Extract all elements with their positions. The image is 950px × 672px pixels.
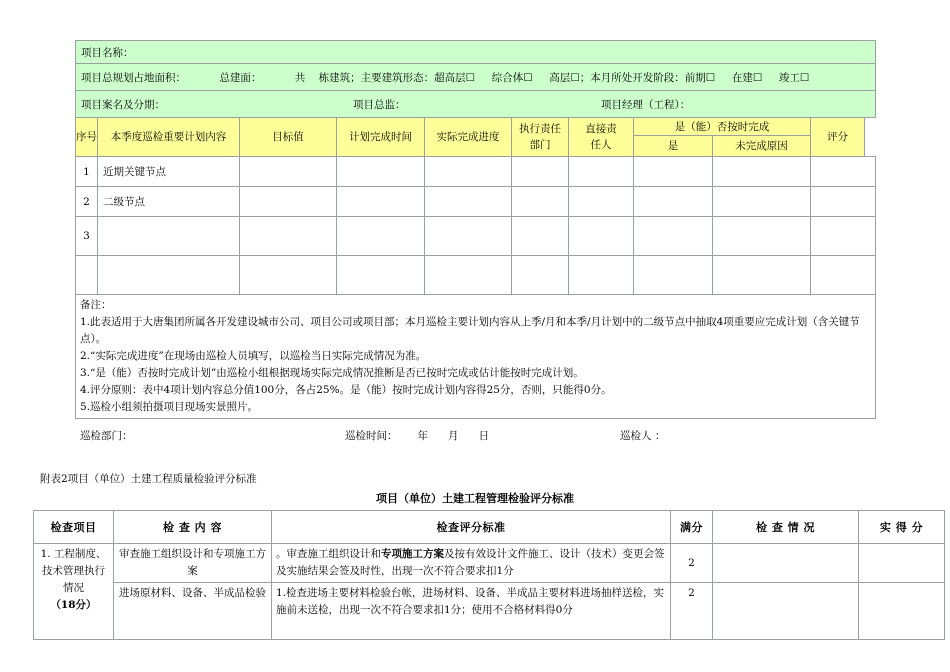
col-header-yes: 是: [634, 136, 713, 157]
check-status-cell[interactable]: [713, 583, 859, 640]
project-case-row: [76, 91, 876, 118]
inspection-plan-form: [75, 40, 875, 419]
cell-actual[interactable]: [425, 157, 512, 187]
cell-actual[interactable]: [425, 187, 512, 217]
cell-person[interactable]: [569, 157, 634, 187]
group-name: 1. 工程制度、技术管理执行情况: [40, 548, 107, 594]
cell-score[interactable]: [811, 217, 876, 256]
note-item: 4.评分原则：表中4项计划内容总分值100分，各占25%。是（能）按时完成计划内容得25分，否则，只能得0分。: [80, 384, 612, 396]
actual-score-cell[interactable]: [859, 583, 945, 640]
row-content[interactable]: [98, 217, 240, 256]
col-header-dept: 执行责任部门: [512, 118, 569, 157]
notes-block: [76, 295, 876, 419]
col-header-reason: 未完成原因: [713, 136, 811, 157]
row-seq: [76, 256, 98, 295]
table-row: [76, 256, 876, 295]
note-item: 2.“实际完成进度”在现场由巡检人员填写，以巡检当日实际完成情况为准。: [80, 350, 427, 362]
actual-score-cell[interactable]: [859, 544, 945, 583]
cell-reason[interactable]: [713, 256, 811, 295]
table-row: [34, 583, 945, 640]
inspector-label: 巡检人 ：: [620, 430, 666, 442]
check-content: 审查施工组织设计和专项施工方案: [114, 544, 272, 583]
cell-score[interactable]: [811, 187, 876, 217]
inspection-dept-label: 巡检部门：: [80, 430, 133, 442]
cell-yes[interactable]: [634, 217, 713, 256]
project-name-field[interactable]: 项目名称：: [76, 41, 876, 64]
col-header-target: 目标值: [240, 118, 337, 157]
project-supervisor-label: 项目总监：: [353, 99, 406, 111]
project-manager-label: 项目经理（工程）：: [601, 99, 691, 111]
cell-reason[interactable]: [713, 217, 811, 256]
col-header-person: 直接责任人: [569, 118, 634, 157]
cell-score[interactable]: [811, 157, 876, 187]
cell-dept[interactable]: [512, 217, 569, 256]
cell-person[interactable]: [569, 187, 634, 217]
cell-yes[interactable]: [634, 157, 713, 187]
project-area-field[interactable]: 项目总规划占地面积： 总建面： 共 栋建筑；主要建筑形态：超高层☐ 综合体☐ 高层☐；本月所处开发阶段：前期☐ 在建☐ 竣工☐: [76, 64, 876, 91]
quality-standard-form: [33, 510, 944, 640]
col-header-actual: 实际完成进度: [425, 118, 512, 157]
cell-plan-time[interactable]: [337, 217, 425, 256]
check-standard: 1.检查进场主要材料检验台帐，进场材料、设备、半成品主要材料进场抽样送检，实施前未送检，出现一次不符合要求扣1分；使用不合格材料得0分: [272, 583, 671, 640]
cell-person[interactable]: [569, 256, 634, 295]
table-row: [76, 217, 876, 256]
col-header-standard: 检查评分标准: [272, 511, 671, 544]
note-item: 3.“是（能）否按时完成计划”由巡检小组根据现场实际完成情况推断是否已按时完成或估计能按时完成计划。: [80, 367, 584, 379]
note-item: 1.此表适用于大唐集团所属各开发建设城市公司、项目公司或项目部；本月巡检主要计划内容从上季/月和本季/月计划中的二级节点中抽取4项重要应完成计划（含关键节点）。: [80, 316, 860, 345]
col-header-actual-score: 实 得 分: [859, 511, 945, 544]
row-content: 近期关键节点: [98, 157, 240, 187]
cell-target[interactable]: [240, 157, 337, 187]
cell-dept[interactable]: [512, 256, 569, 295]
cell-yes[interactable]: [634, 256, 713, 295]
check-content: 进场原材料、设备、半成品检验: [114, 583, 272, 640]
appendix-label: 附表2项目（单位）土建工程质量检验评分标准: [40, 473, 257, 485]
cell-score[interactable]: [811, 256, 876, 295]
row-seq: 2: [76, 187, 98, 217]
col-header-plan-time: 计划完成时间: [337, 118, 425, 157]
full-score: 2: [671, 544, 713, 583]
group-cell: [34, 544, 114, 640]
project-case-label: 项目案名及分期：: [81, 98, 165, 111]
notes-title: 备注：: [80, 299, 112, 311]
group-score: （18分）: [50, 599, 97, 611]
col-header-item: 检查项目: [34, 511, 114, 544]
row-content: 二级节点: [98, 187, 240, 217]
cell-plan-time[interactable]: [337, 187, 425, 217]
col-header-full-score: 满分: [671, 511, 713, 544]
signature-row: [80, 428, 870, 444]
inspection-time-label: 巡检时间： 年 月 日: [345, 430, 490, 442]
table2-title: 项目（单位）土建工程管理检验评分标准: [376, 492, 574, 505]
cell-reason[interactable]: [713, 187, 811, 217]
col-header-seq: 序号: [76, 118, 98, 157]
cell-actual[interactable]: [425, 256, 512, 295]
cell-target[interactable]: [240, 256, 337, 295]
table-row: [34, 544, 945, 583]
cell-reason[interactable]: [713, 157, 811, 187]
inspection-plan-table: [75, 40, 876, 419]
table-row: [76, 187, 876, 217]
cell-target[interactable]: [240, 187, 337, 217]
quality-standard-table: [33, 510, 945, 640]
col-header-on-time: 是（能）否按时完成: [634, 118, 811, 136]
col-header-score: 评分: [811, 118, 865, 157]
cell-plan-time[interactable]: [337, 256, 425, 295]
row-content[interactable]: [98, 256, 240, 295]
row-seq: 1: [76, 157, 98, 187]
col-header-status: 检 查 情 况: [713, 511, 859, 544]
cell-dept[interactable]: [512, 187, 569, 217]
check-standard: 。审查施工组织设计和专项施工方案及按有效设计文件施工、设计（技术）变更会签及实施结果会签及时性，出现一次不符合要求扣1分: [272, 544, 671, 583]
note-item: 5.巡检小组须拍摄项目现场实景照片。: [80, 401, 259, 413]
row-seq: 3: [76, 217, 98, 256]
cell-plan-time[interactable]: [337, 157, 425, 187]
cell-person[interactable]: [569, 217, 634, 256]
table-row: [76, 157, 876, 187]
cell-dept[interactable]: [512, 157, 569, 187]
col-header-content: 检 查 内 容: [114, 511, 272, 544]
col-header-content: 本季度巡检重要计划内容: [98, 118, 240, 157]
check-status-cell[interactable]: [713, 544, 859, 583]
cell-yes[interactable]: [634, 187, 713, 217]
emphasis-text: 专项施工方案: [381, 548, 444, 560]
cell-actual[interactable]: [425, 217, 512, 256]
cell-target[interactable]: [240, 217, 337, 256]
full-score: 2: [671, 583, 713, 640]
